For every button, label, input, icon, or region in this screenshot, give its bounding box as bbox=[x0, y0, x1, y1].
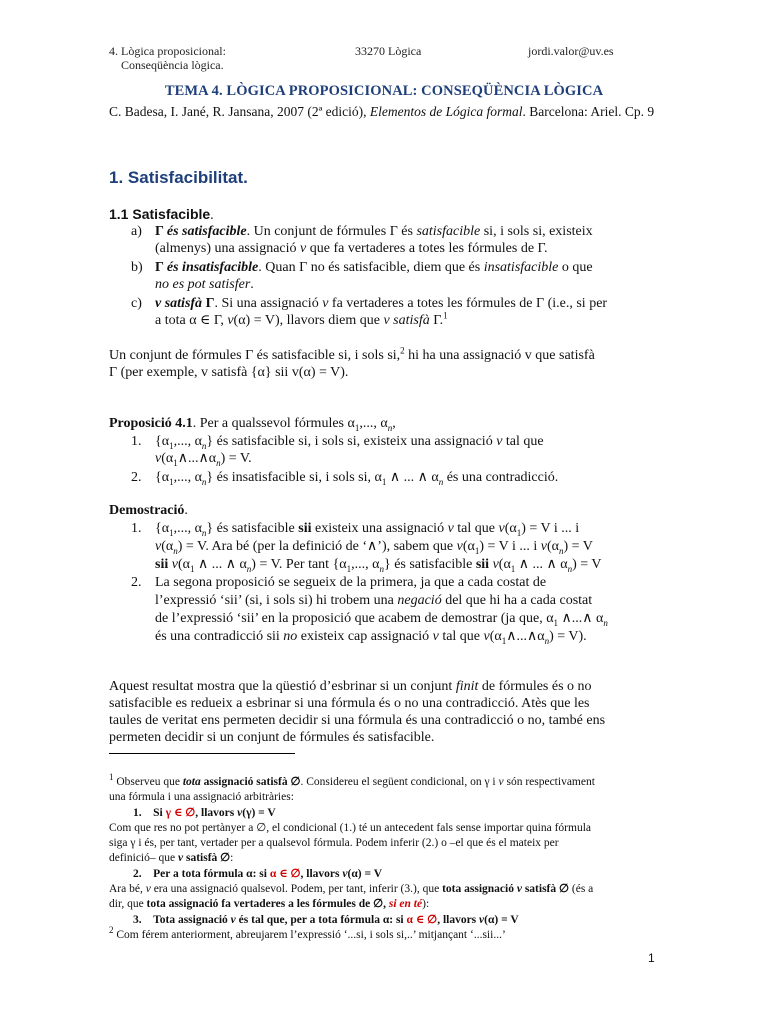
item-a-line1: Γ és satisfacible. Un conjunt de fórmules Γ és satisfacible si, i sols si, existeix bbox=[155, 224, 593, 239]
footnote-1-line2: una fórmula i una assignació arbitràries: bbox=[109, 791, 294, 803]
demonstration-item-2-line1: La segona proposició se segueix de la primera, ja que a cada costat de bbox=[155, 575, 547, 590]
demonstration-item-2-line3: de l’expressió ‘sii’ en la proposició que acabem de demostrar (ja que, $\alpha_1$ ∧...∧ $\alpha_n$ bbox=[155, 611, 608, 628]
demonstration-item-2-number: 2. bbox=[131, 575, 142, 590]
footnote-separator bbox=[109, 753, 295, 754]
footnote-1-line4: siga γ i és, per tant, vertader per a qualsevol fórmula. Podem inferir (2.) o –el que és el mateix per bbox=[109, 837, 559, 849]
header-course-code: 33270 Lògica bbox=[355, 44, 422, 58]
item-c-label: c) bbox=[131, 296, 142, 311]
bibliographic-reference: C. Badesa, I. Jané, R. Jansana, 2007 (2ª edició), Elementos de Lógica formal. Barcelona: Ariel. Cp. 9 bbox=[109, 104, 655, 119]
footnote-1-line1: $^1$ Observeu que tota assignació satisfà ∅. Considereu el següent condicional, on γ i v són respectivament bbox=[109, 772, 595, 788]
item-b-line2: no es pot satisfer. bbox=[155, 277, 254, 292]
footnote-conditional-1: 1. Si γ ∈ ∅, llavors v(γ) = V bbox=[133, 807, 276, 819]
header-course-section: 4. Lògica proposicional: bbox=[109, 44, 226, 58]
demonstration-item-1-number: 1. bbox=[131, 521, 142, 536]
footnote-1-line3: Com que res no pot pertànyer a ∅, el condicional (1.) té un antecedent fals sense importar quina fórmula bbox=[109, 822, 591, 834]
page-number: 1 bbox=[648, 951, 655, 965]
header-email: jordi.valor@uv.es bbox=[528, 44, 614, 58]
subsection-title: 1.1 Satisfacible. bbox=[109, 206, 214, 223]
footnote-2: $^2$ Com férem anteriorment, abreujarem l’expressió ‘...si, i sols si,..’ mitjançant ‘...sii...’ bbox=[109, 925, 506, 941]
document-title: TEMA 4. LÒGICA PROPOSICIONAL: CONSEQÜÈNCIA LÒGICA bbox=[164, 83, 604, 99]
item-a-line2: (almenys) una assignació v que fa vertaderes a totes les fórmules de Γ. bbox=[155, 241, 548, 256]
footnote-conditional-2: 2. Per a tota fórmula α: si α ∈ ∅, llavors v(α) = V bbox=[133, 868, 382, 880]
header-course-subsection: Conseqüència lògica. bbox=[121, 58, 224, 72]
demonstration-item-2-line4: és una contradicció sii no existeix cap assignació v tal que $v(\alpha_1\wedge...\wedge\alpha_n) = V$). bbox=[155, 629, 587, 646]
footnote-1-line7: dir, que tota assignació fa vertaderes a les fórmules de ∅, si en té): bbox=[109, 898, 430, 910]
item-a-label: a) bbox=[131, 224, 142, 239]
footnote-1-line5: definició– que v satisfà ∅: bbox=[109, 852, 234, 864]
proposition-item-1-line2: $v(\alpha_1\wedge...\wedge\alpha_n) = V$. bbox=[155, 451, 252, 468]
proposition-item-2-line1: {$\alpha_1$,..., $\alpha_n$} és insatisfacible si, i sols si, $\alpha_1$ ∧ ... ∧ $\alpha_n$ és una contradicció. bbox=[155, 470, 559, 487]
demonstration-item-2-line2: l’expressió ‘sii’ (si, i sols si) hi trobem una negació del que hi ha a cada costat bbox=[155, 593, 593, 608]
closing-line1: Aquest resultat mostra que la qüestió d’esbrinar si un conjunt finit de fórmules és o no bbox=[109, 679, 592, 694]
proposition-heading: Proposició 4.1. Per a qualssevol fórmules $\alpha_1$,..., $\alpha_n$, bbox=[109, 416, 396, 433]
demonstration-heading: Demostració. bbox=[109, 503, 188, 518]
demonstration-item-1-line2: $v(\alpha_n) = V$. Ara bé (per la definició de ‘∧’), sabem que $v(\alpha_1) = V$ i ... i $v(\alpha_n) = V$ bbox=[155, 539, 593, 556]
section-title: 1. Satisfacibilitat. bbox=[109, 168, 248, 187]
footnote-1-line6: Ara bé, v era una assignació qualsevol. Podem, per tant, inferir (3.), que tota assignació v satisfà ∅ (és a bbox=[109, 883, 594, 895]
closing-line3: taules de veritat ens permeten decidir si una fórmula és una contradicció o no, també ens bbox=[109, 713, 606, 728]
item-b-line1: Γ és insatisfacible. Quan Γ no és satisfacible, diem que és insatisfacible o que bbox=[155, 260, 593, 275]
item-c-line1: v satisfà Γ. Si una assignació v fa vertaderes a totes les fórmules de Γ (i.e., si per bbox=[155, 296, 608, 311]
demonstration-item-1-line3: sii $v(\alpha_1$ ∧ ... ∧ $\alpha_n) = V$. Per tant {$\alpha_1$,..., $\alpha_n$} és satisfacible sii $v(\alpha_1$ ∧ ... ∧ $\alpha_n) = V$ bbox=[155, 557, 602, 574]
paragraph-line1: Un conjunt de fórmules Γ és satisfacible si, i sols si,$^2$ hi ha una assignació v que satisfà bbox=[109, 345, 595, 363]
closing-line4: permeten decidir si un conjunt de fórmules és satisfacible. bbox=[109, 730, 435, 745]
proposition-item-1-line1: {$\alpha_1$,..., $\alpha_n$} és satisfacible si, i sols si, existeix una assignació v tal que bbox=[155, 434, 544, 451]
item-c-line2: a tota α ∈ Γ, v(α) = V), llavors diem que v satisfà Γ.$^1$ bbox=[155, 310, 448, 328]
paragraph-line2: Γ (per exemple, v satisfà {α} sii v(α) = V). bbox=[109, 365, 349, 380]
proposition-item-1-number: 1. bbox=[131, 434, 142, 449]
proposition-item-2-number: 2. bbox=[131, 470, 142, 485]
item-b-label: b) bbox=[131, 260, 143, 275]
footnote-conditional-3: 3. Tota assignació v és tal que, per a tota fórmula α: si α ∈ ∅, llavors v(α) = V bbox=[133, 914, 519, 926]
closing-line2: satisfacible es redueix a esbrinar si una fórmula és o no una contradicció. Atès que les bbox=[109, 696, 590, 711]
demonstration-item-1-line1: {$\alpha_1$,..., $\alpha_n$} és satisfacible sii existeix una assignació v tal que $v(\alpha_1) = V$ i ... i bbox=[155, 521, 580, 538]
